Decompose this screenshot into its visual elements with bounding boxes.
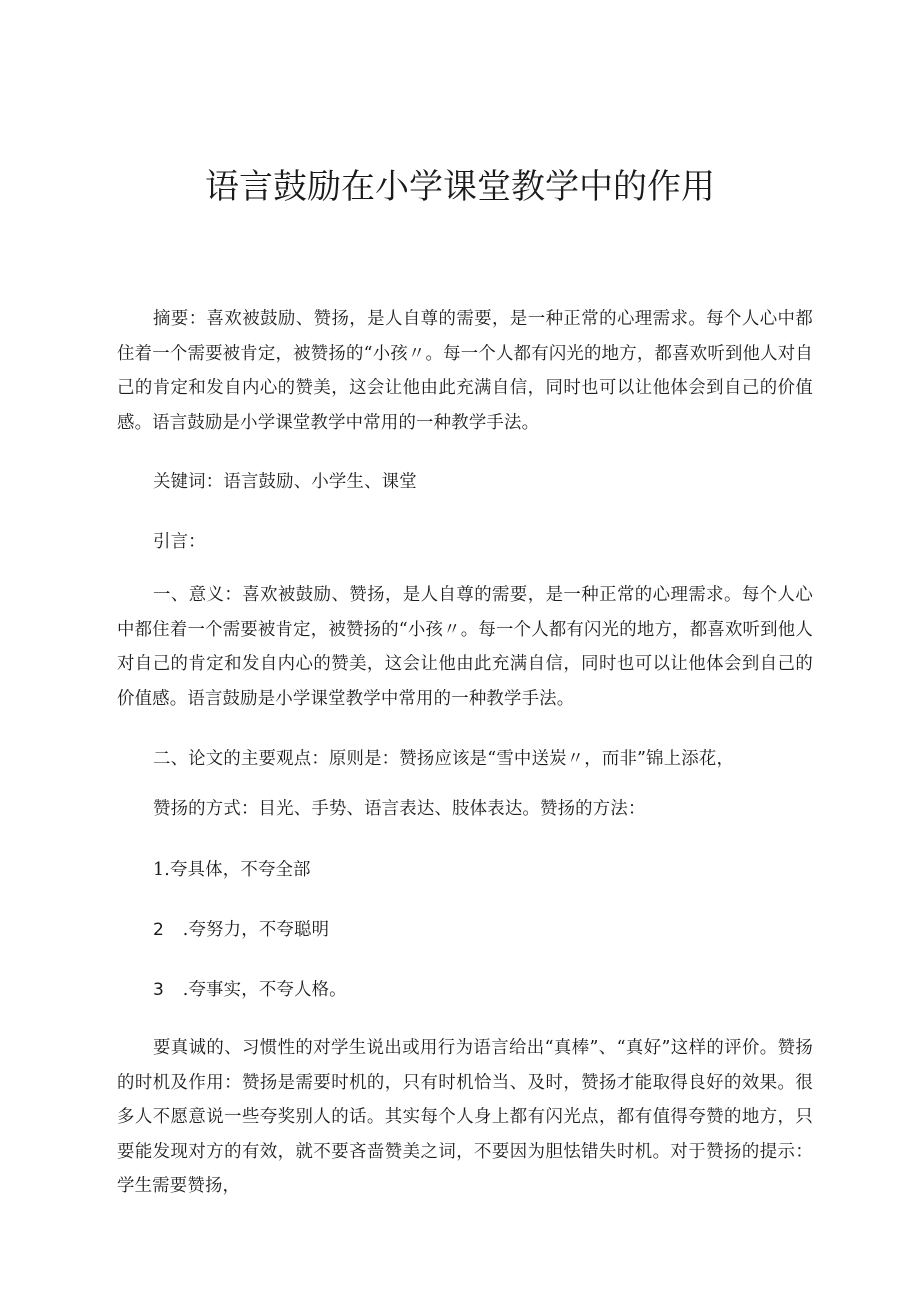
list-item-text: 1.夸具体，不夸全部	[153, 860, 311, 880]
praise-ways-line: 赞扬的方式：目光、手势、语言表达、肢体表达。赞扬的方法：	[153, 799, 646, 819]
list-item	[153, 913, 329, 948]
list-item-number: 2	[153, 920, 165, 940]
keywords-line: 关键词：语言鼓励、小学生、课堂	[153, 472, 417, 492]
abstract-paragraph: 摘要：喜欢被鼓励、赞扬，是人自尊的需要，是一种正常的心理需求。每个人心中都住着一个需要被肯定，被赞扬的“小孩〃。每一个人都有闪光的地方，都喜欢听到他人对自己的肯定和发自内心的赞美，这会让他由此充满自信，同时也可以让他体会到自己的价值感。语言鼓励是小学课堂教学中常用的一种教学手法。	[117, 309, 813, 433]
list-item	[153, 853, 311, 888]
list-item	[153, 973, 347, 1008]
intro-heading: 引言：	[153, 532, 206, 552]
list-item-number: 3	[153, 980, 165, 1000]
meaning-paragraph: 一、意义：喜欢被鼓励、赞扬，是人自尊的需要，是一种正常的心理需求。每个人心中都住着一个需要被肯定，被赞扬的“小孩〃。每一个人都有闪光的地方，都喜欢听到他人对自己的肯定和发自内心的赞美，这会让他由此充满自信，同时也可以让他体会到自己的价值感。语言鼓励是小学课堂教学中常用的一种教学手法。	[117, 585, 813, 709]
list-item-text: .夸事实，不夸人格。	[177, 980, 347, 1000]
list-item-text: .夸努力，不夸聪明	[177, 920, 330, 940]
main-views-line: 二、论文的主要观点：原则是：赞扬应该是“雪中送炭〃，而非”锦上添花，	[153, 749, 735, 769]
body-paragraph: 要真诚的、习惯性的对学生说出或用行为语言给出“真棒”、“真好”这样的评价。赞扬的时机及作用：赞扬是需要时机的，只有时机恰当、及时，赞扬才能取得良好的效果。很多人不愿意说一些夸奖别人的话。其实每个人身上都有闪光点，都有值得夸赞的地方，只要能发现对方的有效，就不要吝啬赞美之词，不要因为胆怯错失时机。对于赞扬的提示：学生需要赞扬，	[117, 1038, 813, 1196]
document-title: 语言鼓励在小学课堂教学中的作用	[205, 167, 715, 207]
